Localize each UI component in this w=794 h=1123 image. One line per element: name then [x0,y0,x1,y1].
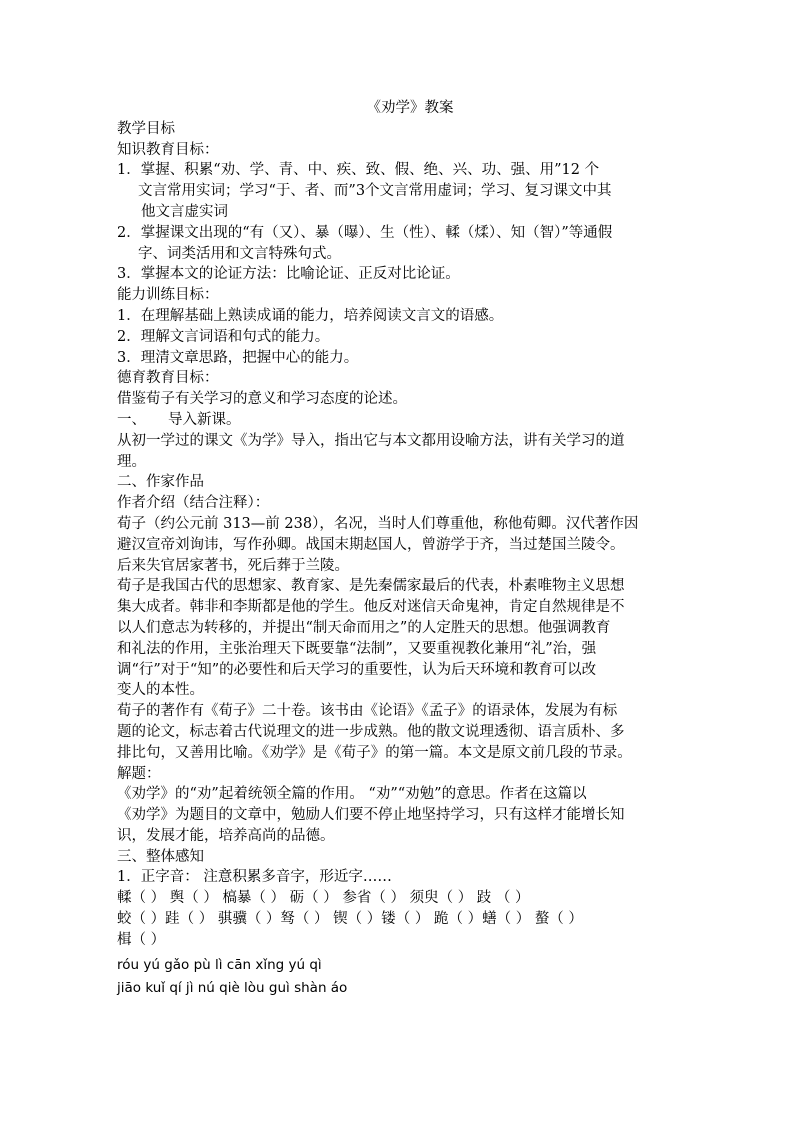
author-line: 避汉宣帝刘询讳，写作孙卿。战国末期赵国人，曾游学于齐，当过楚国兰陵令。 [117,536,625,553]
document-page [117,98,685,998]
section1-title: 导入新课。 [168,411,241,428]
author-heading: 作者介绍（结合注释）： [117,495,270,512]
jieti-line: 《劝学》为题目的文章中，勉励人们要不停止地坚持学习，只有这样才能增长知 [117,807,625,824]
section1-line: 理。 [117,453,146,470]
author-line: 以人们意志为转移的，并提出“制天命而用之”的人定胜天的思想。他强调教育 [117,619,611,636]
author-line: 和礼法的作用，主张治理天下既要靠“法制”，又要重视教化兼用“礼”治，强 [117,640,597,657]
author-line: 题的论文，标志着古代说理文的进一步成熟。他的散文说理透彻、语言质朴、多 [117,723,625,740]
author-line: 排比句，又善用比喻。《劝学》是《荀子》的第一篇。本文是原文前几段的节录。 [117,744,632,761]
ability-line: 3．理清文章思路，把握中心的能力。 [117,349,359,366]
author-line: 后来失官居家著书，死后葬于兰陵。 [117,557,349,574]
author-line: 荀子的著作有《荀子》二十卷。该书由《论语》《孟子》的语录体，发展为有标 [117,703,618,720]
section1-line: 从初一学过的课文《为学》导入，指出它与本文都用设喻方法，讲有关学习的道 [117,432,625,449]
jieti-heading: 解题： [117,765,161,782]
pronounce-heading: 1．正字音： 注意积累多音字，形近字…… [117,869,392,886]
knowledge-line: 他文言虚实词 [141,203,228,220]
pronounce-line: 蛟（ ）跬（ ） 骐骥（ ）驽（ ） 锲（ ）镂（ ） 跪（ ）蟮（ ） 螯（ ） [117,911,583,928]
knowledge-line: 1．掌握、积累“劝、学、青、中、疾、致、假、绝、兴、功、强、用”12 个 [117,162,600,179]
section3-heading: 三、整体感知 [117,848,204,865]
author-line: 荀子（约公元前 313—前 238），名况，当时人们尊重他，称他荀卿。汉代著作因 [117,515,639,532]
jieti-line: 识，发展才能，培养高尚的品德。 [117,827,335,844]
section1-number: 一、 [117,411,146,428]
section2-heading: 二、作家作品 [117,474,204,491]
jieti-line: 《劝学》的“劝”起着统领全篇的作用。 “劝”“劝勉”的意思。作者在这篇以 [117,786,587,803]
author-line: 集大成者。韩非和李斯都是他的学生。他反对迷信天命鬼神，肯定自然规律是不 [117,599,625,616]
pronounce-line: 輮（ ） 舆（ ） 槁暴（ ） 砺（ ） 参省（ ） 须臾（ ） 跂 （ ） [117,890,530,907]
knowledge-line: 3．掌握本文的论证方法：比喻论证、正反对比论证。 [117,266,460,283]
pinyin-line: róu yú gǎo pù lì cān xǐng yú qì [117,956,322,973]
author-line: 变人的本性。 [117,682,204,699]
moral-heading: 德育教育目标： [117,370,219,387]
goal-heading: 教学目标 [117,120,175,137]
pronounce-line: 楫（ ） [117,931,166,948]
pinyin-line: jiāo kuǐ qí jì nú qiè lòu guì shàn áo [117,979,348,996]
ability-line: 2．理解文言词语和句式的能力。 [117,328,330,345]
section1-heading [117,410,685,431]
moral-line: 借鉴荀子有关学习的意义和学习态度的论述。 [117,391,407,408]
knowledge-line: 2．掌握课文出现的“有（又）、暴（曝）、生（性）、輮（煣）、知（智）”等通假 [117,224,613,241]
knowledge-heading: 知识教育目标： [117,141,219,158]
ability-heading: 能力训练目标： [117,287,219,304]
knowledge-line: 字、词类活用和文言特殊句式。 [138,245,341,262]
author-line: 调“行”对于“知”的必要性和后天学习的重要性，认为后天环境和教育可以改 [117,661,597,678]
knowledge-line: 文言常用实词；学习“于、者、而”3个文言常用虚词；学习、复习课文中其 [138,183,612,200]
ability-line: 1．在理解基础上熟读成诵的能力，培养阅读文言文的语感。 [117,307,504,324]
author-line: 荀子是我国古代的思想家、教育家、是先秦儒家最后的代表，朴素唯物主义思想 [117,578,625,595]
doc-title: 《劝学》教案 [366,100,454,116]
